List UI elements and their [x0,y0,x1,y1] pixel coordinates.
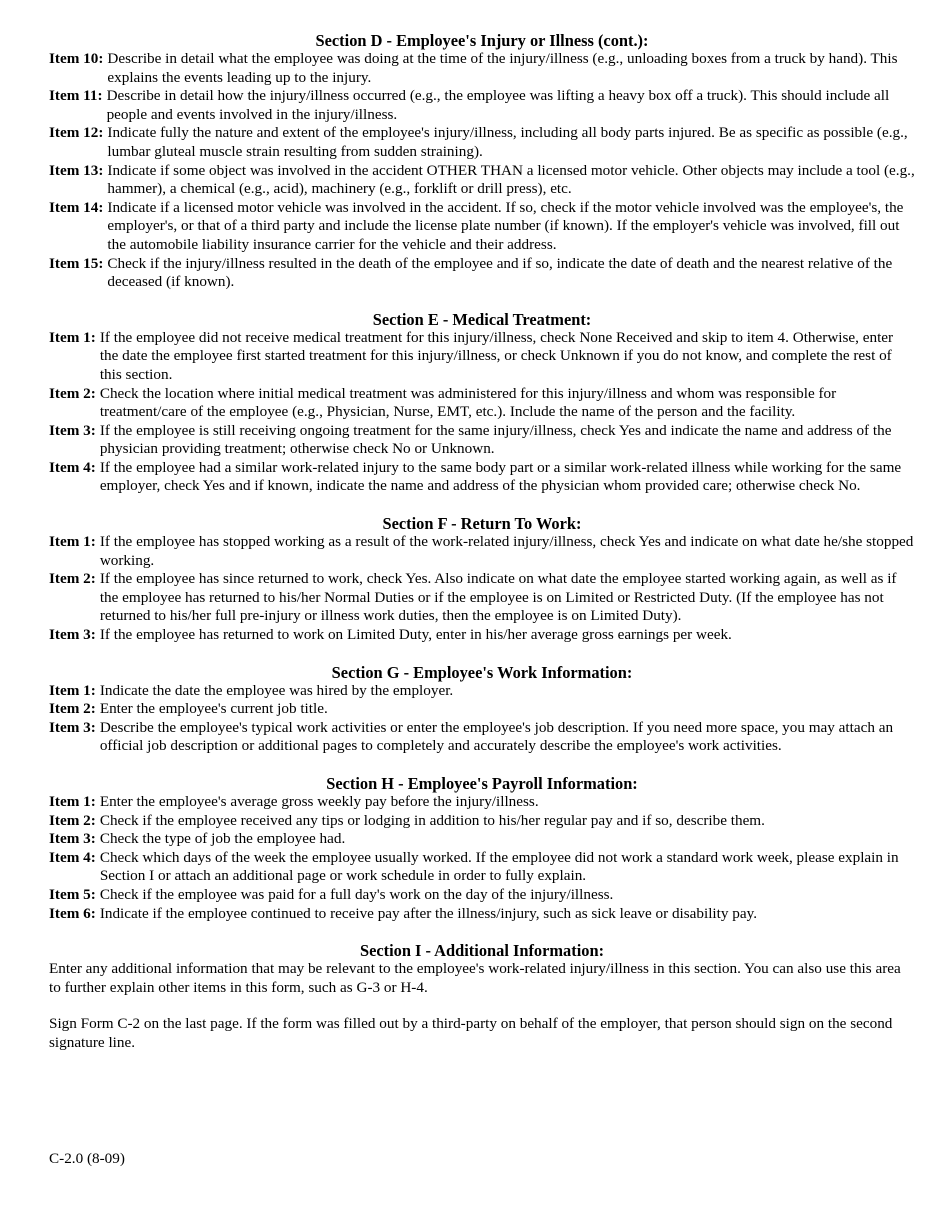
item-text: Enter the employee's average gross weekly pay before the injury/illness. [99,793,539,810]
item-label: Item 2: [49,811,96,829]
section-title: Section I - Additional Information: [359,941,605,961]
section-f [49,514,915,645]
item-text: If the employee did not receive medical treatment for this injury/illness, check None Received and skip to item 4. Otherwise, enter the date the employee first started treatment for this injury/illness, or check Unknown if you do not know, and complete the rest of this section. [99,328,894,383]
item-label: Item 3: [49,830,96,848]
item-label: Item 1: [49,793,96,810]
item-text: If the employee is still receiving ongoing treatment for the same injury/illness, check Yes and indicate the name and address of the physician providing treatment; otherwise check No or Unknown. [99,421,892,458]
item-label: Item 4: [49,848,96,866]
item-text: Indicate if a licensed motor vehicle was involved in the accident. If so, check if the motor vehicle involved was the employee's, the employer's, or that of a third party and include the license plate number (if known). If the employer's vehicle was involved, fill out the automobile liability insurance carrier for the vehicle and their address. [107,198,904,253]
list-item [49,422,915,459]
list-item [49,87,915,124]
list-item [49,329,915,385]
item-label: Item 3: [49,626,96,644]
item-label: Item 14: [49,198,104,216]
item-text: Check if the employee received any tips or lodging in addition to his/her regular pay and if so, describe them. [99,811,765,829]
list-item [49,255,915,292]
list-item [49,533,915,570]
item-text: Indicate the date the employee was hired by the employer. [99,681,454,699]
item-text: Indicate if the employee continued to receive pay after the illness/injury, such as sick leave or disability pay. [99,904,758,922]
item-label: Item 1: [49,328,96,346]
item-label: Item 12: [49,124,104,142]
item-text: Describe in detail what the employee was doing at the time of the injury/illness (e.g., unloading boxes from a truck by hand). This explains the events leading up to the injury. [107,50,898,86]
item-text: Check the type of job the employee had. [99,830,346,848]
paragraph: Sign Form C-2 on the last page. If the form was filled out by a third-party on behalf of the employer, that person should sign on the second signature line. [49,1015,893,1051]
list-item [49,700,915,719]
list-item [49,162,915,199]
item-text: If the employee has returned to work on Limited Duty, enter in his/her average gross earnings per week. [99,626,732,644]
item-text: Check the location where initial medical treatment was administered for this injury/illness and whom was responsible for treatment/care of the employee (e.g., Physician, Nurse, EMT, etc.). Include the name of the person and the facility. [99,384,837,421]
item-label: Item 5: [49,885,96,903]
item-text: Describe in detail how the injury/illness occurred (e.g., the employee was lifting a heavy box off a truck). This should include all people and events involved in the injury/illness. [106,87,890,123]
item-text: Describe the employee's typical work activities or enter the employee's job description. If you need more space, you may attach an official job description or additional pages to completely and accurately describe the employee's work activities. [99,718,894,755]
item-text: Enter the employee's current job title. [99,700,328,718]
list-item [49,459,915,496]
section-title: Section F - Return To Work: [382,514,582,534]
list-item [49,793,915,812]
item-text: If the employee has since returned to work, check Yes. Also indicate on what date the employee started working again, as well as if the employee has returned to his/her Normal Duties or if the employee is on Limited or Restricted Duty. (If the employee has not returned to his/her full pre-injury or illness work duties, then the employee is on Limited Duty). [99,570,897,625]
instructions-page [49,31,915,1071]
section-i [49,941,915,1052]
item-label: Item 10: [49,50,104,67]
section-title: Section D - Employee's Injury or Illness (cont.): [315,31,649,50]
item-label: Item 2: [49,570,96,588]
list-item [49,570,915,626]
item-text: Indicate fully the nature and extent of the employee's injury/illness, including all body parts injured. Be as specific as possible (e.g., lumbar gluteal muscle strain resulting from sudden straining). [107,124,908,160]
item-label: Item 13: [49,161,104,179]
item-label: Item 2: [49,384,96,402]
item-text: Indicate if some object was involved in the accident OTHER THAN a licensed motor vehicle. Other objects may include a tool (e.g., hammer), a chemical (e.g., acid), machinery (e.g., forklift or drill press), etc. [107,161,915,198]
item-label: Item 15: [49,254,104,272]
item-text: If the employee has stopped working as a result of the work-related injury/illness, check Yes and indicate on what date he/she stopped working. [99,533,914,569]
list-item [49,50,915,87]
item-text: Check if the employee was paid for a full day's work on the day of the injury/illness. [99,885,614,903]
item-label: Item 6: [49,904,96,922]
list-item [49,719,915,756]
paragraph: Enter any additional information that may be relevant to the employee's work-related injury/illness in this section. You can also use this area to further explain other items in this form, such as G-3 or H-4. [49,960,901,996]
section-title: Section E - Medical Treatment: [372,309,592,329]
list-item [49,385,915,422]
item-label: Item 1: [49,533,96,551]
list-item [49,682,915,701]
list-item [49,812,915,831]
section-d [49,31,915,292]
item-label: Item 1: [49,681,96,699]
list-item [49,199,915,255]
item-label: Item 3: [49,718,96,736]
form-number: C-2.0 (8-09) [49,1150,125,1167]
item-text: Check which days of the week the employee usually worked. If the employee did not work a standard work week, please explain in Section I or attach an additional page or work schedule in order to fully explain. [99,848,899,885]
list-item [49,849,915,886]
item-label: Item 11: [49,87,103,105]
list-item [49,626,915,645]
list-item [49,886,915,905]
item-label: Item 3: [49,421,96,439]
section-g [49,663,915,756]
section-title: Section G - Employee's Work Information: [331,662,633,682]
section-e [49,310,915,496]
item-text: If the employee had a similar work-related injury to the same body part or a similar work-related illness while working for the same employer, check Yes and if known, indicate the name and address of the physician whom provided care; otherwise check No. [99,458,902,495]
list-item [49,830,915,849]
item-label: Item 4: [49,458,96,476]
list-item [49,905,915,924]
section-title: Section H - Employee's Payroll Information: [326,774,638,793]
item-text: Check if the injury/illness resulted in the death of the employee and if so, indicate the date of death and the nearest relative of the deceased (if known). [107,254,893,291]
list-item [49,124,915,161]
item-label: Item 2: [49,700,96,718]
section-h [49,774,915,923]
